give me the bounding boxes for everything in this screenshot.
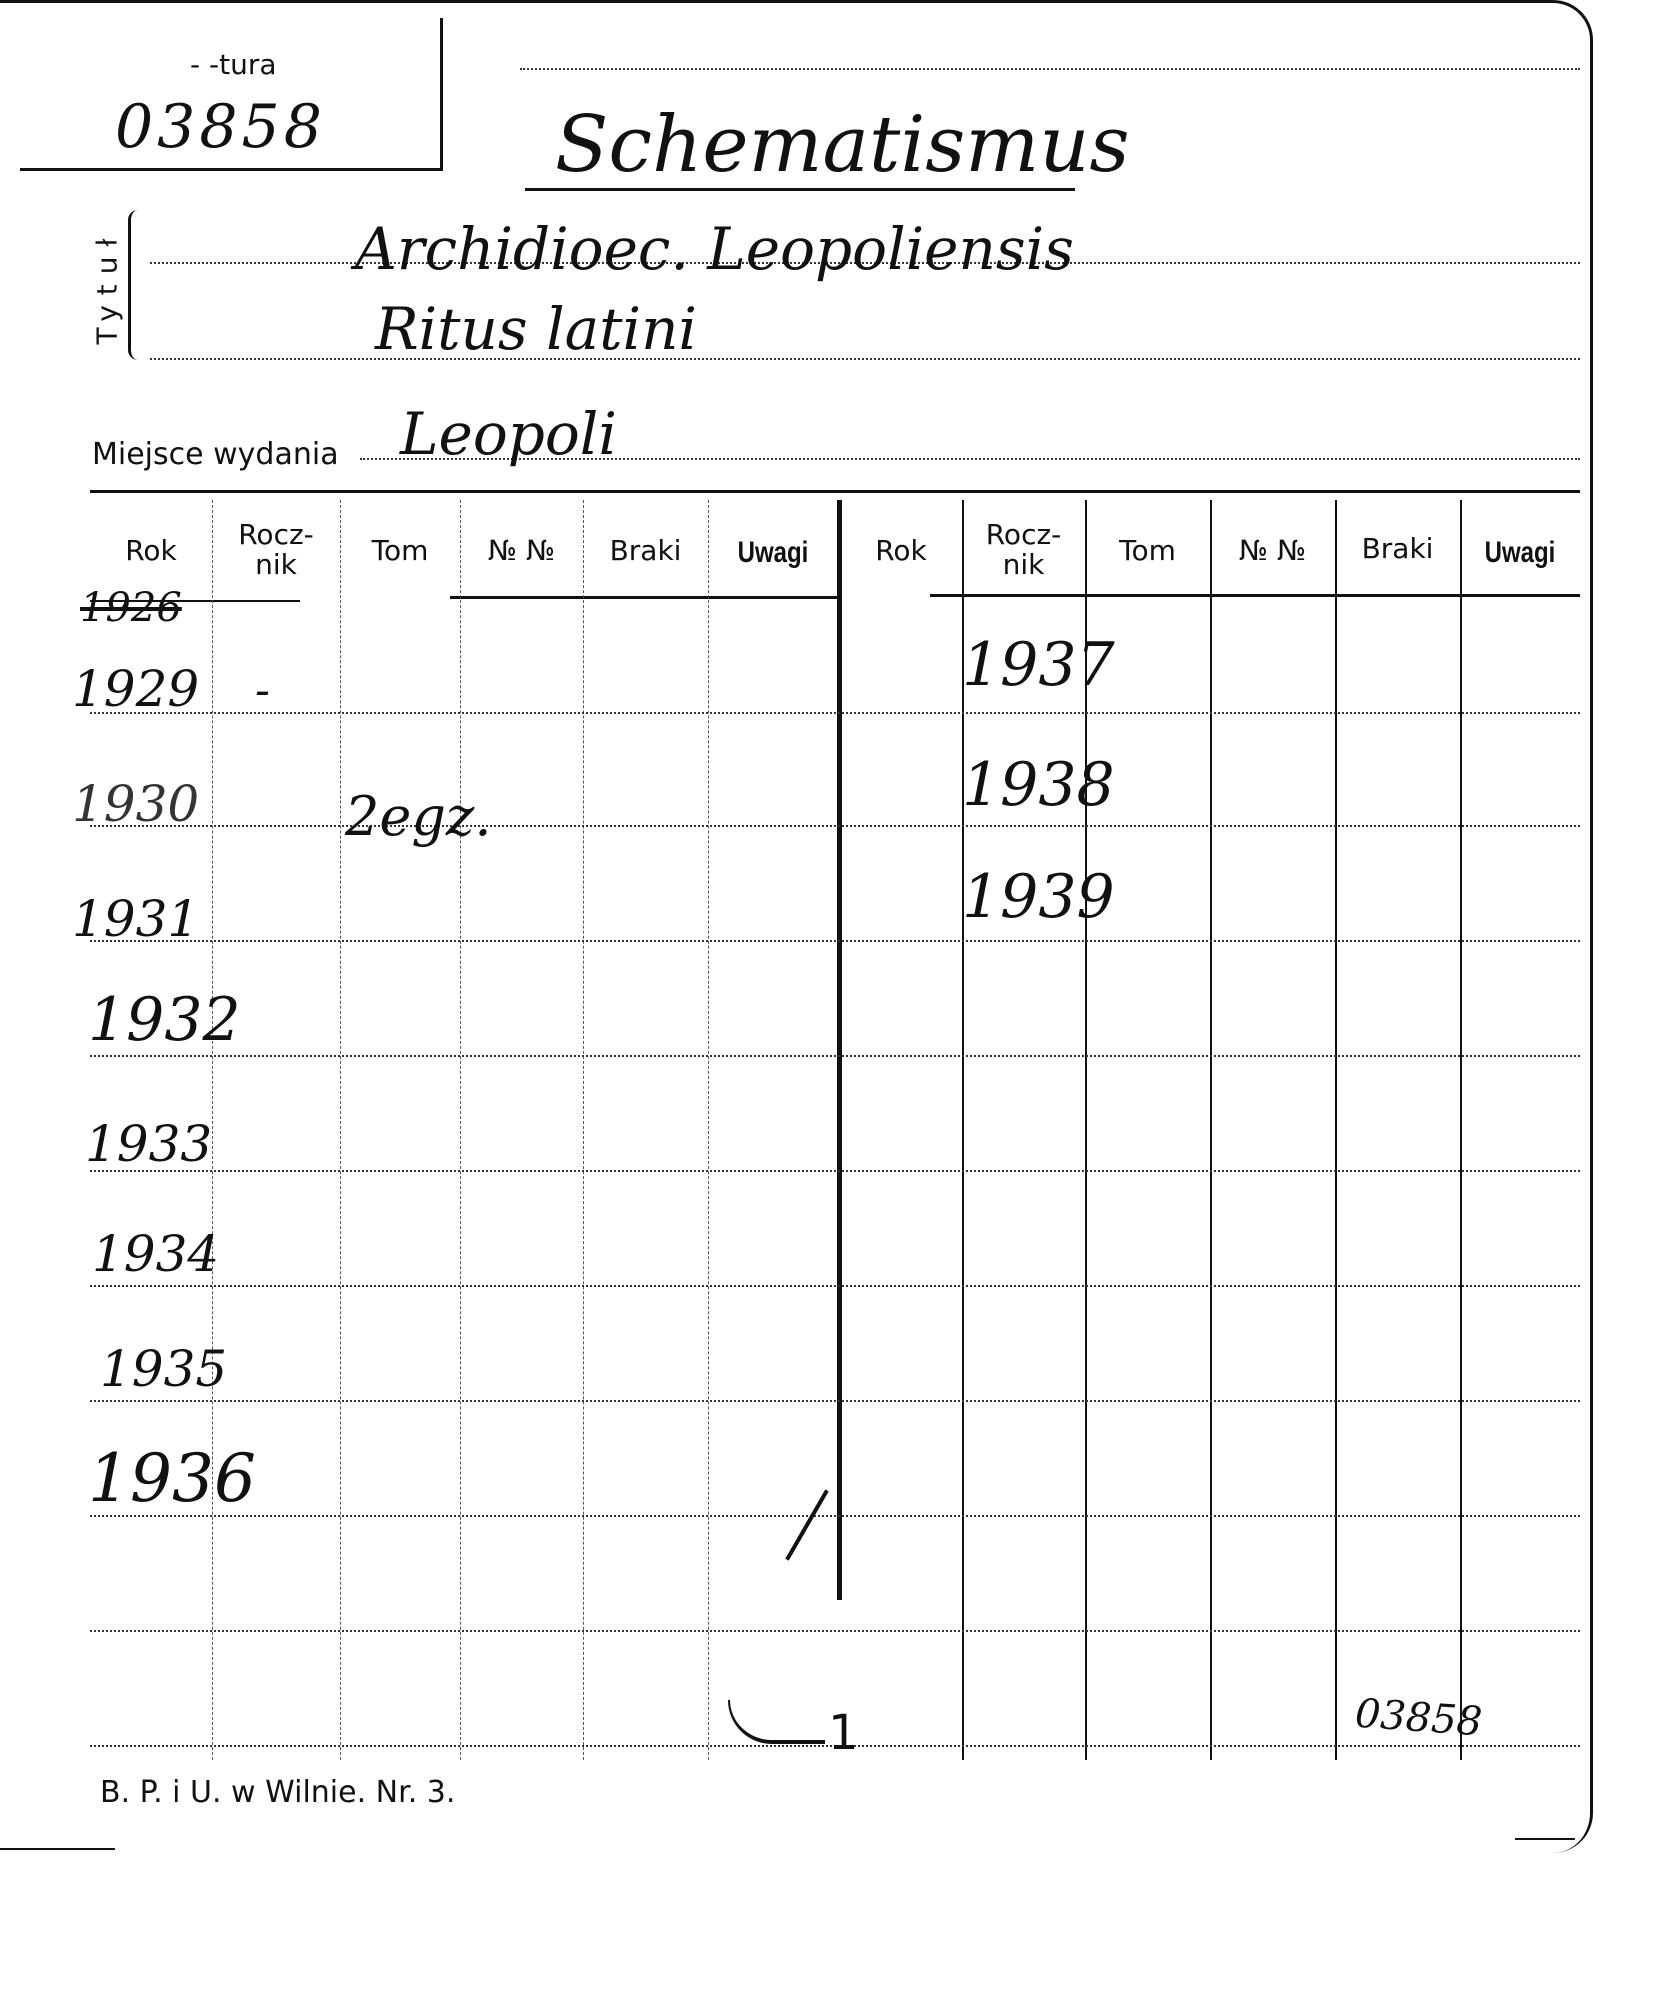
- year-1930: 1930: [72, 775, 200, 833]
- header-underline-right: [930, 594, 1580, 597]
- year-1929: 1929: [72, 660, 200, 718]
- title-side-label: Tytuł: [90, 228, 124, 345]
- header-underline-left: [450, 596, 840, 599]
- bottom-mark: 1: [828, 1705, 859, 1761]
- table-center-divider: [837, 500, 842, 1600]
- col-sep-r5: [1460, 500, 1462, 1760]
- title-line2: Archidioec. Leopoliensis: [355, 215, 1074, 283]
- year-1935: 1935: [100, 1340, 228, 1398]
- row-line: [90, 1170, 1580, 1172]
- header-nn-left: № №: [487, 534, 556, 567]
- scan-edge-right: [1515, 1838, 1575, 1840]
- header-rocznik-left: Rocz- nik: [238, 518, 314, 581]
- row-line: [90, 1630, 1580, 1632]
- signature-number: 03858: [115, 92, 326, 162]
- col-sep-l2: [340, 500, 341, 1760]
- header-uwagi-right: Uwagi: [1484, 536, 1556, 569]
- table-top-rule: [90, 490, 1580, 493]
- year-1937: 1937: [962, 630, 1115, 700]
- year-1931: 1931: [72, 890, 200, 948]
- struck-year: 1926: [80, 585, 182, 631]
- place-label: Miejsce wydania: [92, 437, 339, 472]
- scan-edge-left: [0, 1848, 115, 1850]
- year-1939: 1939: [962, 862, 1115, 932]
- year-1932: 1932: [88, 985, 241, 1055]
- year-1936: 1936: [88, 1440, 256, 1517]
- header-nn-right: № №: [1238, 534, 1307, 567]
- title-line-0: [520, 68, 1580, 70]
- row-line: [90, 1055, 1580, 1057]
- place-value: Leopoli: [400, 400, 617, 468]
- dash-1929: -: [255, 665, 270, 716]
- year-1934: 1934: [92, 1225, 220, 1283]
- title-brace: [128, 210, 145, 360]
- footer-text: B. P. i U. w Wilnie. Nr. 3.: [100, 1775, 456, 1810]
- year-1938: 1938: [962, 750, 1115, 820]
- header-tom-left: Tom: [371, 534, 429, 567]
- row-line: [90, 940, 1580, 942]
- year-1933: 1933: [85, 1115, 213, 1173]
- col-sep-l4: [583, 500, 584, 1760]
- row-line: [90, 1400, 1580, 1402]
- header-uwagi-left: Uwagi: [737, 536, 809, 569]
- title-underline: [525, 188, 1075, 191]
- title-line-2: [150, 358, 1580, 360]
- signature-label: - -tura: [190, 48, 277, 81]
- header-braki-right: Braki: [1361, 532, 1434, 565]
- col-sep-l5: [708, 500, 709, 1760]
- col-sep-r4: [1335, 500, 1337, 1760]
- row-line: [90, 1285, 1580, 1287]
- tom-1930: 2egz.: [345, 785, 492, 848]
- title-line3: Ritus latini: [375, 295, 697, 363]
- row-line: [90, 825, 1580, 827]
- header-braki-left: Braki: [609, 534, 682, 567]
- header-tom-right: Tom: [1119, 534, 1176, 567]
- bottom-number: 03858: [1353, 1690, 1484, 1746]
- row-line: [90, 1515, 1580, 1517]
- row-line: [90, 712, 1580, 714]
- col-sep-r3: [1210, 500, 1212, 1760]
- col-sep-l3: [460, 500, 461, 1760]
- header-rok-right: Rok: [875, 534, 927, 567]
- title-line1: Schematismus: [555, 100, 1130, 190]
- header-rok-left: Rok: [125, 534, 177, 567]
- header-rocznik-right: Rocz- nik: [985, 518, 1062, 581]
